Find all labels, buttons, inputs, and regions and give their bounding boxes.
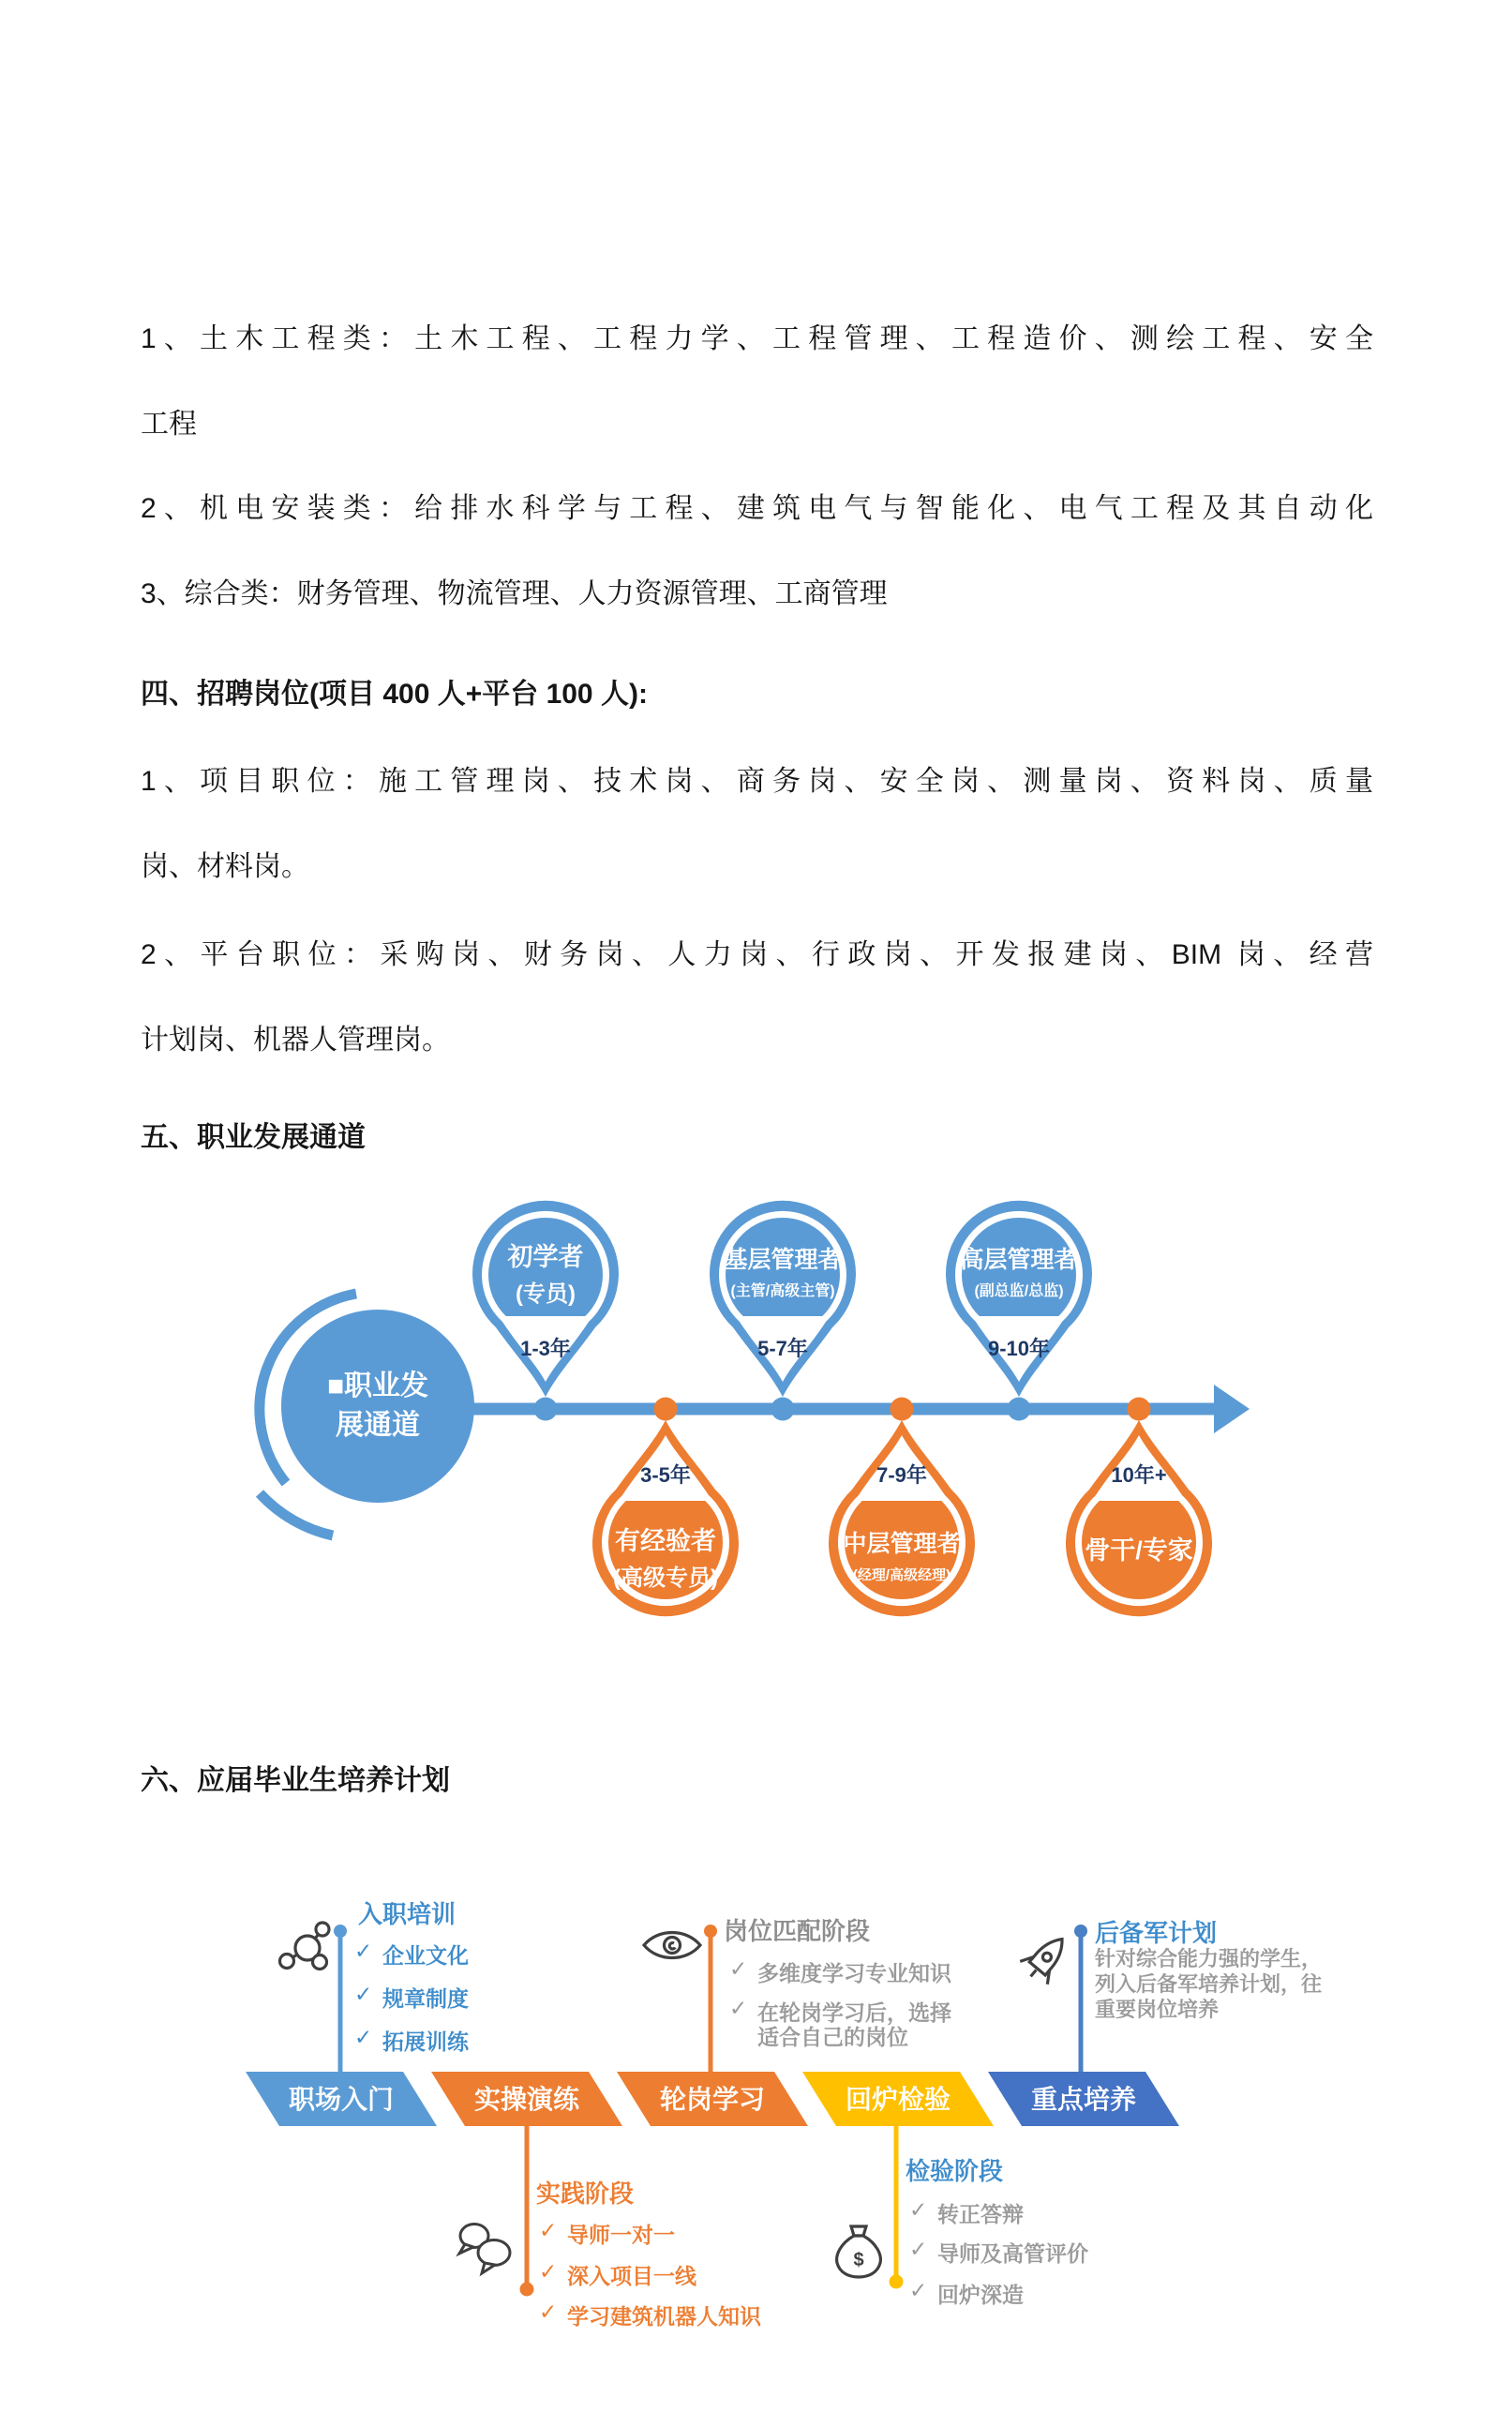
- dollar-glyph: $: [853, 2250, 864, 2270]
- molecule-icon: [280, 1923, 330, 1970]
- callout-reserve-title: 后备军计划: [1095, 1919, 1218, 1947]
- checklist-item: ✓ 多维度学习专业知识: [729, 1956, 951, 1985]
- callout-practice-title: 实践阶段: [536, 2180, 635, 2208]
- checklist-item-continuation: 适合自己的岗位: [757, 2025, 908, 2049]
- career-hub: [281, 1310, 474, 1503]
- droplet-years: 10年+: [1111, 1463, 1167, 1487]
- droplet-title: 基层管理者: [724, 1247, 842, 1273]
- checklist-item: ✓ 导师一对一: [539, 2218, 675, 2247]
- checklist-item: ✓ 回炉深造: [909, 2278, 1024, 2307]
- timeline-dot: [1008, 1398, 1031, 1421]
- droplet-years: 3-5年: [640, 1463, 691, 1487]
- svg-text:实操演练: 实操演练: [473, 2085, 580, 2114]
- check-icon: ✓: [539, 2259, 558, 2284]
- check-icon: ✓: [354, 1939, 373, 1963]
- droplet-title: 骨干/专家: [1085, 1536, 1193, 1565]
- checklist-item: ✓ 拓展训练: [354, 2025, 469, 2054]
- droplet-title: 有经验者: [615, 1527, 716, 1555]
- timeline-dot: [891, 1398, 914, 1421]
- droplet-years: 1-3年: [520, 1337, 571, 1360]
- connector-dot: [704, 1925, 717, 1938]
- droplet-years: 7-9年: [876, 1463, 927, 1487]
- droplet-senior-manager: [946, 1201, 1092, 1397]
- droplet-subtitle: (主管/高级主管): [730, 1283, 835, 1299]
- checklist-item: ✓ 规章制度: [354, 1982, 469, 2011]
- paragraph-project-positions-cont: 岗、材料岗。: [141, 851, 309, 882]
- callout-matching-title: 岗位匹配阶段: [724, 1917, 871, 1945]
- droplet-years: 9-10年: [987, 1337, 1051, 1360]
- droplet-junior-manager: [710, 1201, 856, 1397]
- checklist-item: ✓ 深入项目一线: [539, 2259, 696, 2288]
- svg-text:职场入门: 职场入门: [288, 2085, 395, 2114]
- check-icon: ✓: [539, 2218, 558, 2242]
- callout-reserve-text: 针对综合能力强的学生， 列入后备军培养计划，往 重要岗位培养: [1095, 1947, 1323, 2021]
- droplet-expert: [1066, 1420, 1212, 1616]
- paragraph-mep-majors: 2、机电安装类：给排水科学与工程、建筑电气与智能化、电气工程及其自动化: [141, 493, 1373, 524]
- paragraph-project-positions: 1、项目职位：施工管理岗、技术岗、商务岗、安全岗、测量岗、资料岗、质量: [141, 766, 1373, 797]
- droplet-subtitle: (专员): [516, 1281, 576, 1307]
- check-icon: ✓: [909, 2197, 928, 2222]
- paragraph-platform-positions-cont: 计划岗、机器人管理岗。: [141, 1025, 450, 1056]
- droplet-subtitle: (高级专员): [613, 1566, 718, 1591]
- hub-label-line2: 展通道: [336, 1410, 420, 1441]
- chat-bubbles-icon: [459, 2225, 510, 2274]
- timeline-arrowhead-icon: [1214, 1385, 1250, 1433]
- connector-dot: [890, 2275, 904, 2289]
- droplet-middle-manager: [829, 1420, 975, 1616]
- paragraph-civil-majors: 1、土木工程类：土木工程、工程力学、工程管理、工程造价、测绘工程、安全: [141, 323, 1373, 354]
- checklist-item: ✓ 企业文化: [354, 1939, 469, 1968]
- check-icon: ✓: [354, 2025, 373, 2049]
- droplet-title: 初学者: [507, 1243, 584, 1271]
- check-icon: ✓: [354, 1982, 373, 2006]
- connector-dot: [1074, 1925, 1087, 1938]
- stage-practice-drill: [431, 2072, 622, 2126]
- check-icon: ✓: [539, 2300, 558, 2324]
- paragraph-general-majors: 3、综合类：财务管理、物流管理、人力资源管理、工商管理: [141, 578, 888, 609]
- eye-icon: [644, 1933, 700, 1958]
- timeline-dot: [771, 1398, 795, 1421]
- hub-label-line1: ■职业发: [326, 1371, 429, 1401]
- heading-career-path: 五、职业发展通道: [141, 1122, 366, 1153]
- check-icon: ✓: [909, 2237, 928, 2261]
- timeline-dot: [654, 1398, 678, 1421]
- svg-text:重点培养: 重点培养: [1030, 2085, 1137, 2114]
- career-path-diagram: [141, 1191, 1312, 1659]
- check-icon: ✓: [729, 1996, 748, 2020]
- droplet-subtitle: (经理/高级经理): [852, 1567, 951, 1583]
- heading-recruitment-positions: 四、招聘岗位(项目 400 人+平台 100 人):: [141, 679, 648, 710]
- timeline-dot: [1128, 1398, 1151, 1421]
- checklist-item: ✓ 在轮岗学习后，选择: [729, 1996, 951, 2025]
- money-bag-icon: [837, 2226, 881, 2277]
- stage-key-training: [988, 2072, 1179, 2126]
- check-icon: ✓: [909, 2278, 928, 2302]
- paragraph-platform-positions: 2、平台职位：采购岗、财务岗、人力岗、行政岗、开发报建岗、BIM 岗、经营: [141, 939, 1373, 970]
- connector-dot: [520, 2283, 534, 2297]
- timeline-dot: [534, 1398, 558, 1421]
- heading-graduate-training-plan: 六、应届毕业生培养计划: [141, 1765, 450, 1796]
- checklist-item: ✓ 学习建筑机器人知识: [539, 2300, 761, 2329]
- stage-review-check: [802, 2072, 994, 2126]
- droplet-experienced: [592, 1420, 739, 1616]
- droplet-subtitle: (副总监/总监): [974, 1283, 1064, 1299]
- connector-dot: [334, 1925, 347, 1938]
- stage-rotation-learning: [617, 2072, 808, 2126]
- droplet-beginner: [472, 1201, 619, 1397]
- checklist-item: ✓ 转正答辩: [909, 2197, 1024, 2226]
- svg-text:回炉检验: 回炉检验: [845, 2085, 951, 2114]
- callout-inspection-title: 检验阶段: [906, 2157, 1004, 2185]
- hub-arc-small: [260, 1493, 333, 1536]
- callout-onboarding-title: 入职培训: [358, 1900, 457, 1928]
- stage-workplace-entry: [246, 2072, 437, 2126]
- checklist-item: ✓ 导师及高管评价: [909, 2237, 1088, 2266]
- droplet-title: 中层管理者: [843, 1531, 961, 1557]
- check-icon: ✓: [729, 1956, 748, 1981]
- rocket-icon: [1017, 1927, 1076, 1987]
- svg-text:轮岗学习: 轮岗学习: [659, 2085, 766, 2114]
- paragraph-civil-majors-cont: 工程: [141, 409, 197, 440]
- droplet-years: 5-7年: [757, 1337, 808, 1360]
- droplet-title: 高层管理者: [960, 1247, 1078, 1273]
